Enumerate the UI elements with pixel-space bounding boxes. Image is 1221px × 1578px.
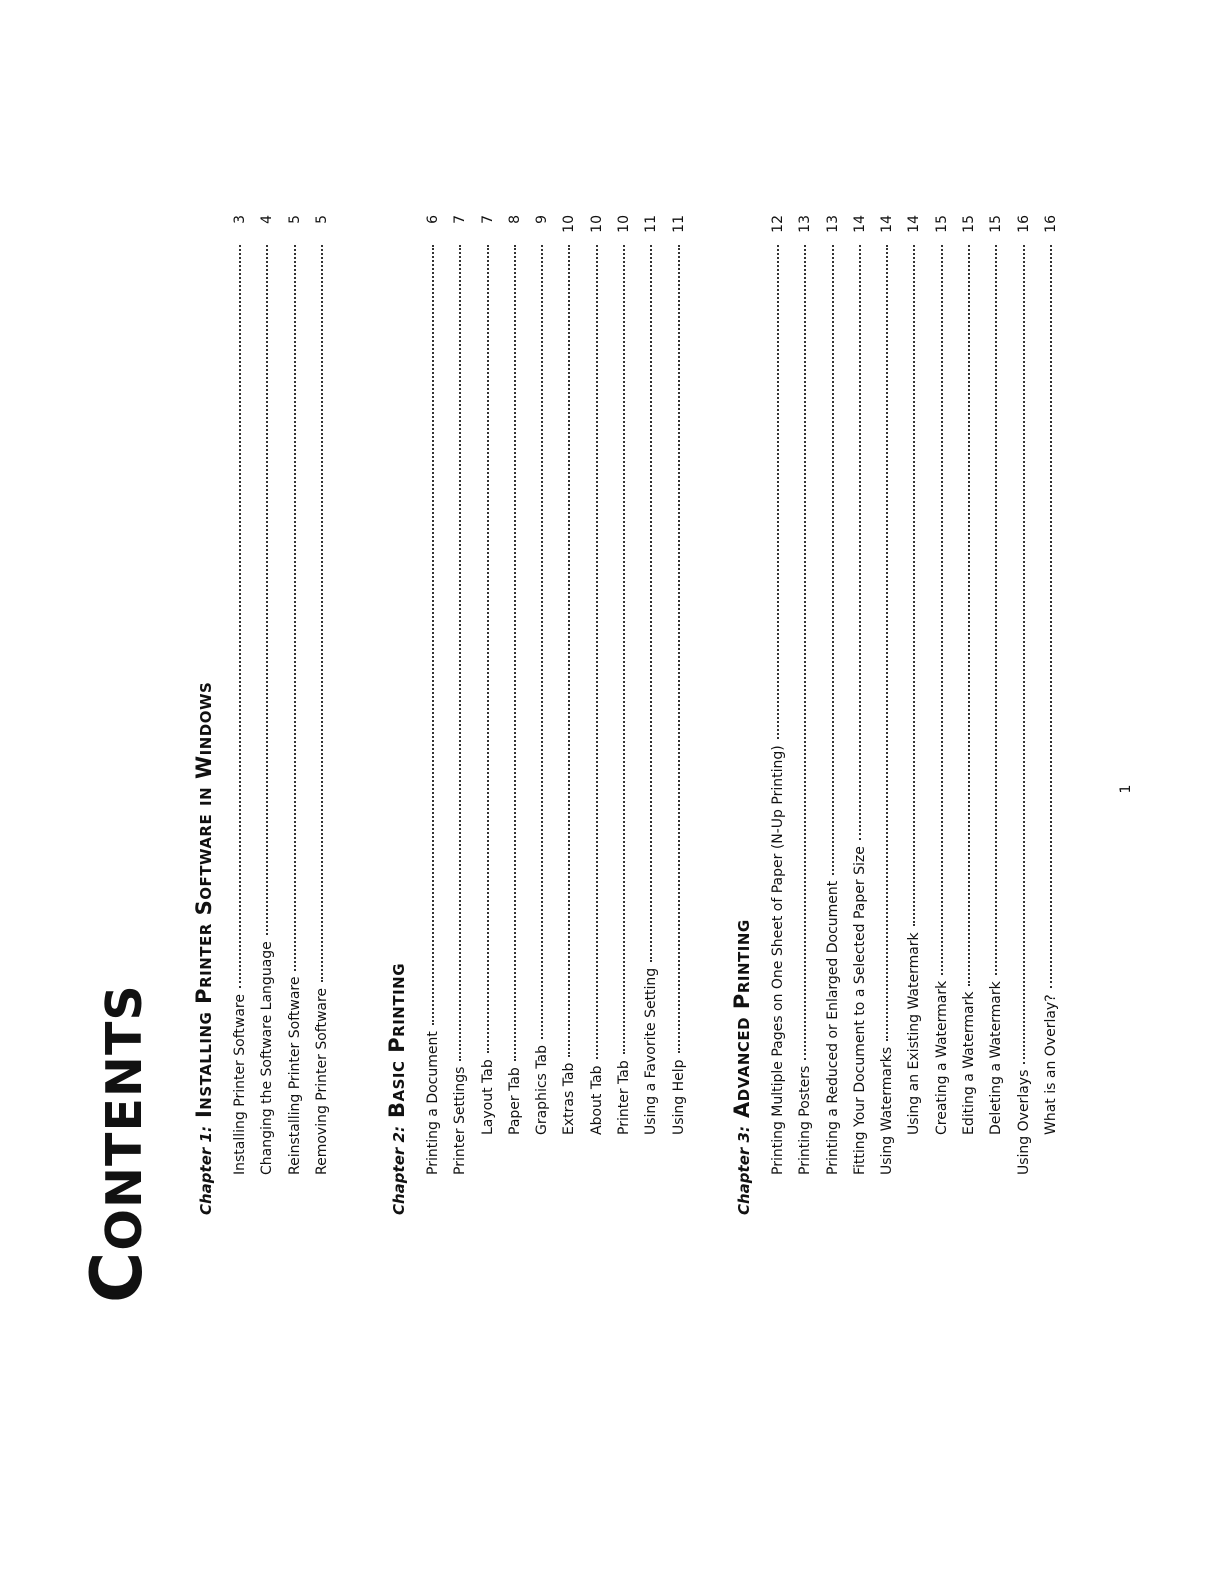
toc-entry[interactable] — [232, 215, 259, 1215]
page-title: Contents — [76, 984, 158, 1303]
dot-leader — [459, 245, 461, 1061]
dot-leader — [1023, 245, 1025, 1064]
toc-entry-page: 10 — [616, 215, 633, 233]
toc-entry-page: 13 — [824, 215, 841, 233]
toc-entry[interactable] — [561, 215, 588, 1215]
toc-entry[interactable] — [797, 215, 824, 1215]
dot-leader — [804, 245, 806, 1060]
toc-entry-page: 7 — [452, 215, 469, 224]
toc-entry[interactable] — [534, 215, 561, 1215]
toc-entry[interactable] — [852, 215, 879, 1215]
toc-entry-page: 16 — [1042, 215, 1059, 233]
chapter-heading — [192, 215, 232, 1215]
toc-entry-label: Using a Favorite Setting — [643, 967, 660, 1135]
toc-entry[interactable] — [425, 215, 452, 1215]
dot-leader — [239, 245, 241, 988]
toc-entry-label: Installing Printer Software — [232, 994, 248, 1175]
toc-entry[interactable] — [671, 215, 698, 1215]
toc-entry-label: Deleting a Watermark — [988, 981, 1005, 1135]
toc-entry-label: Using an Existing Watermark — [906, 932, 923, 1135]
chapter-1 — [192, 215, 341, 1215]
chapter-heading — [385, 215, 425, 1215]
toc-entry[interactable] — [934, 215, 961, 1215]
toc-entry-label: Fitting Your Document to a Selected Paper Size — [851, 846, 868, 1175]
dot-leader — [678, 245, 680, 1053]
toc-entry-label: Extras Tab — [561, 1062, 578, 1135]
toc-entry-page: 5 — [313, 215, 330, 224]
toc-entry[interactable] — [616, 215, 643, 1215]
dot-leader — [266, 245, 268, 935]
toc-entry-label: Creating a Watermark — [933, 980, 950, 1135]
toc-entry-page: 14 — [879, 215, 896, 233]
toc-entry[interactable] — [825, 215, 852, 1215]
dot-leader — [886, 245, 888, 1041]
toc-entry-label: Printing a Reduced or Enlarged Document — [824, 880, 841, 1175]
dot-leader — [568, 245, 570, 1057]
toc-entry[interactable] — [988, 215, 1015, 1215]
toc-entry-page: 15 — [988, 215, 1005, 233]
toc-entry-page: 10 — [561, 215, 578, 233]
dot-leader — [650, 245, 652, 962]
toc-entry[interactable] — [1016, 215, 1043, 1215]
dot-leader — [859, 245, 861, 840]
toc-entry-label: Using Overlays — [1015, 1069, 1032, 1175]
toc-entry-page: 6 — [425, 215, 441, 224]
toc-entry-page: 15 — [961, 215, 978, 233]
toc-entry-page: 11 — [643, 215, 660, 233]
dot-leader — [514, 245, 516, 1061]
toc-entry-label: Paper Tab — [506, 1067, 523, 1135]
toc-entry[interactable] — [906, 215, 933, 1215]
toc-list — [770, 215, 1070, 1215]
dot-leader — [1050, 245, 1052, 988]
toc-entry[interactable] — [961, 215, 988, 1215]
chapter-heading — [730, 215, 770, 1215]
chapter-title: Advanced Printing — [730, 919, 754, 1119]
dot-leader — [321, 245, 323, 982]
toc-entry-page: 8 — [506, 215, 523, 224]
toc-entry-label: Changing the Software Language — [259, 941, 276, 1175]
toc-entry[interactable] — [507, 215, 534, 1215]
toc-entry[interactable] — [314, 215, 341, 1215]
toc-entry-label: Using Watermarks — [879, 1046, 896, 1175]
toc-entry-label: Printing Posters — [797, 1065, 814, 1175]
toc-entry[interactable] — [589, 215, 616, 1215]
dot-leader — [777, 245, 779, 739]
chapter-label: Chapter 1: — [197, 1126, 215, 1215]
dot-leader — [432, 245, 434, 1025]
toc-entry-label: Graphics Tab — [534, 1045, 551, 1135]
chapter-2 — [385, 215, 698, 1215]
toc-entry[interactable] — [643, 215, 670, 1215]
page-number: 1 — [1118, 784, 1134, 794]
chapter-title: Basic Printing — [385, 962, 409, 1119]
dot-leader — [995, 245, 997, 975]
toc-entry-label: Reinstalling Printer Software — [286, 976, 303, 1175]
dot-leader — [541, 245, 543, 1039]
toc-entry-page: 7 — [479, 215, 496, 224]
dot-leader — [596, 245, 598, 1059]
toc-entry-page: 9 — [534, 215, 551, 224]
toc-entry[interactable] — [879, 215, 906, 1215]
toc-entry[interactable] — [1043, 215, 1070, 1215]
toc-entry-page: 3 — [232, 215, 248, 224]
toc-entry-label: Removing Printer Software — [313, 987, 330, 1175]
dot-leader — [832, 245, 834, 875]
toc-entry-label: Printing Multiple Pages on One Sheet of Paper (N-Up Printing) — [770, 745, 786, 1175]
toc-entry-label: What is an Overlay? — [1042, 994, 1059, 1135]
dot-leader — [487, 245, 489, 1053]
toc-entry-label: Layout Tab — [479, 1059, 496, 1135]
toc-entry[interactable] — [287, 215, 314, 1215]
toc-entry-page: 10 — [588, 215, 605, 233]
toc-entry-page: 13 — [797, 215, 814, 233]
toc-entry-label: Editing a Watermark — [961, 991, 978, 1135]
chapter-label: Chapter 2: — [390, 1126, 408, 1215]
toc-entry-label: Using Help — [670, 1059, 687, 1135]
toc-entry-page: 16 — [1015, 215, 1032, 233]
toc-entry-label: About Tab — [588, 1065, 605, 1135]
toc-entry[interactable] — [770, 215, 797, 1215]
toc-entry-page: 14 — [906, 215, 923, 233]
toc-entry[interactable] — [452, 215, 479, 1215]
toc-entry-page: 11 — [670, 215, 687, 233]
toc-entry-page: 4 — [259, 215, 276, 224]
dot-leader — [294, 245, 296, 971]
toc-entry-page: 12 — [770, 215, 786, 233]
dot-leader — [623, 245, 625, 1054]
toc-list — [425, 215, 698, 1215]
toc-entry-label: Printing a Document — [425, 1031, 441, 1175]
chapter-title: Installing Printer Software in Windows — [192, 681, 216, 1119]
toc-entry-page: 5 — [286, 215, 303, 224]
chapter-label: Chapter 3: — [735, 1126, 753, 1215]
toc-entry[interactable] — [259, 215, 286, 1215]
toc-entry-page: 14 — [851, 215, 868, 233]
dot-leader — [968, 245, 970, 986]
dot-leader — [941, 245, 943, 975]
chapter-3 — [730, 215, 1070, 1215]
toc-entry-label: Printer Tab — [616, 1060, 633, 1135]
toc-list — [232, 215, 341, 1215]
toc-entry[interactable] — [480, 215, 507, 1215]
toc-entry-label: Printer Settings — [452, 1066, 469, 1175]
dot-leader — [913, 245, 915, 926]
toc-entry-page: 15 — [933, 215, 950, 233]
